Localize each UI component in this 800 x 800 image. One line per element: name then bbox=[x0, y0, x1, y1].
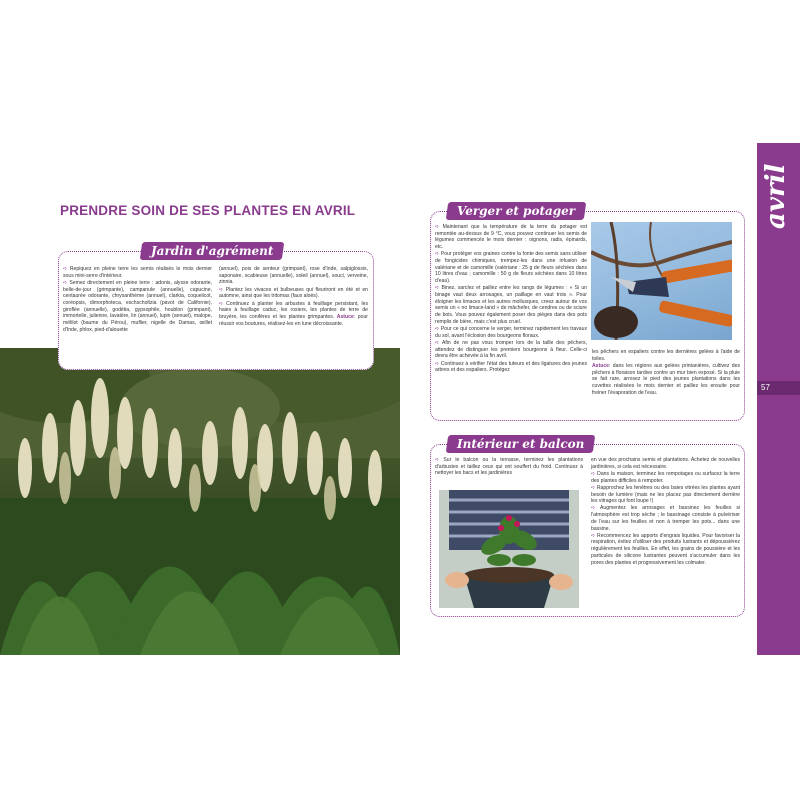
interieur-col-2 bbox=[591, 457, 740, 567]
arrow-icon: ➪ bbox=[435, 326, 440, 333]
interieur-col-1 bbox=[435, 457, 583, 478]
arrow-icon: ➪ bbox=[63, 266, 68, 272]
verger-heading-banner bbox=[446, 202, 587, 220]
left-page bbox=[0, 143, 400, 655]
potted-plant-illustration bbox=[439, 490, 579, 608]
verger-heading: Verger et potager bbox=[457, 204, 576, 218]
arrow-icon: ➪ bbox=[219, 300, 224, 307]
list-item: ➪ Binez, sarclez et paillez entre les rangs de légumes : « Si un binage vaut deux arrosages, un paillage en vaut trois ». Pour éloigner les limaces et les autres mollusques, creez autour de vos semis un « no limace-land » de mâchefer, de cendres ou de sciure de bois. Vous pouvez également poser des pièges dans des pots remplis de bière, mais c'est plus cruel. bbox=[435, 285, 587, 325]
right-page bbox=[400, 143, 800, 655]
book-spread bbox=[0, 143, 800, 655]
interieur-heading: Intérieur et balcon bbox=[457, 437, 585, 451]
jardin-heading: Jardin d'agrément bbox=[151, 244, 274, 258]
list-item: ➪ Continuez à vérifier l'état des tuteurs et des ligatures des jeunes arbres et des espaliers. Protégez bbox=[435, 360, 587, 374]
list-item: ➪ Repiquez en pleine terre les semis réalisés le mois dernier sous mini-serre d'intérieur. bbox=[63, 266, 212, 279]
arrow-icon: ➪ bbox=[435, 339, 440, 346]
jardin-heading-banner bbox=[140, 242, 285, 260]
list-item: ➪ Augmentez les arrosages et bassinez les feuilles si l'atmosphère est trop sèche ; le bassinage consiste à pulvériser de l'eau sur les feuilles et non à tremper les pots... dans une bassine. bbox=[591, 505, 741, 532]
arrow-icon: ➪ bbox=[591, 484, 596, 491]
astuce-label: Astuce bbox=[336, 313, 354, 320]
pampas-grass-illustration bbox=[0, 348, 400, 655]
list-item: ➪ Afin de ne pas vous tromper lors de la taille des pêchers, attendez de distinguer les premiers bourgeons à fleur. Celle-ci devra être achevée à la fin avril. bbox=[435, 339, 588, 360]
page-number: 57 bbox=[757, 381, 800, 395]
list-item: ➪ Sur le balcon ou la terrasse, terminez les plantations d'arbustes et taillez ceux qui ont souffert du froid. Continuez à nettoyer les bacs et les jardinières bbox=[435, 457, 583, 477]
month-label: avril bbox=[761, 163, 791, 229]
list-item: les pêchers en espaliers contre les dernières gelées à l'aide de toiles. bbox=[592, 349, 740, 362]
arrow-icon: ➪ bbox=[435, 285, 440, 292]
list-item: ➪ Recommencez les apports d'engrais liquides. Pour favoriser la respiration, évitez d'utiliser des produits lustrants et dépoussiérez régulièrement les feuilles. En effet, les grains de poussière et les particules de silicone lustrantes peuvent s'accumuler dans les pores des plantes et progressivement les colmater. bbox=[591, 532, 740, 566]
potted-plant-photo bbox=[439, 490, 579, 608]
list-item: ➪ Pour ce qui concerne le verger, terminez rapidement les travaux du sol, avant l'éclosion des bourgeons floraux. bbox=[435, 326, 587, 339]
list-item: en vue des prochains semis et plantations. Achetez de nouvelles jardinières, si cela est nécessaire. bbox=[591, 457, 740, 470]
verger-col-1 bbox=[435, 224, 587, 374]
arrow-icon: ➪ bbox=[435, 360, 440, 367]
arrow-icon: ➪ bbox=[63, 279, 68, 286]
list-item: ➪ Pour protéger vos graines contre la fonte des semis sans utiliser de fongicides chimiques, trempez-les dans une infusion de valériane et de camomille (valériane : 25 g de fleurs séchées dans 10 litres d'eau ; camomille : 50 g de fleurs séchées dans 10 litres d'eau). bbox=[435, 251, 587, 285]
arrow-icon: ➪ bbox=[591, 470, 596, 477]
list-item: ➪ Continuez à planter les arbustes à feuillage persistant, les haies à feuillage caduc, les rosiers, les plantes de terre de bruyère, les conifères et les plantes grimpantes. Astuce: pour réussir vos boutures, réalisez-les en lune décroissante. bbox=[219, 300, 368, 327]
page-title: PRENDRE SOIN DE SES PLANTES EN AVRIL bbox=[60, 203, 356, 218]
month-side-tab bbox=[757, 143, 800, 655]
list-item: (annuel), pois de senteur (grimpant), rose d'Inde, salpiglossis, saponaire, scabieuse (annuelle), soleil (annuel), souci, verveine, zinnia. bbox=[219, 266, 368, 286]
astuce-label: Astuce bbox=[592, 362, 609, 369]
pampas-grass-photo bbox=[0, 348, 400, 655]
arrow-icon: ➪ bbox=[591, 532, 596, 539]
list-item: ➪ Dans la maison, terminez les rempotages ou surfacez la terre des plantes difficiles à rempoter. bbox=[591, 470, 740, 484]
arrow-icon: ➪ bbox=[591, 505, 596, 512]
list-item: ➪ Rapprochez les fenêtres ou des baies vitrées les plantes ayant besoin de lumière (mais ne les placez pas directement derrière les vitrages qui font loupe !) bbox=[591, 484, 740, 505]
arrow-icon: ➪ bbox=[435, 251, 440, 258]
arrow-icon: ➪ bbox=[435, 224, 440, 230]
pruning-shears-photo bbox=[591, 222, 732, 340]
pruning-shears-illustration bbox=[591, 222, 732, 340]
interieur-heading-banner bbox=[446, 435, 596, 453]
list-item: ➪ Semez directement en pleine terre : adonis, alysse odorante, belle-de-jour (grimpante), campanule (annuelle), capucine, centaurée odorante, chrysanthème (annuel), clarkia, coquelicot, coréopsis, dimorphoteca, eschscholtzia (pavot de Californie), giroflée (annuelle), godétia, gypsophile, houblon (grimpant), immortelle, julienne, lavatère, lin (annuel), lupin (annuel), malope, mélilot (baume du Pérou), muflier, nigelle de Damas, œillet d'Inde, phlox, pied-d'alouette bbox=[63, 279, 213, 333]
arrow-icon: ➪ bbox=[435, 457, 440, 463]
arrow-icon: ➪ bbox=[219, 286, 224, 293]
list-item: Astuce: dans les régions aux gelées printanières, cultivez des pêchers à floraison tardive contre un mur bien exposé. Si la pluie se fait rare, arrosez le pied des jeunes plantations dans les cuvettes réalisées le mois dernier et paillez les ensuite pour freiner l'évaporation de l'eau. bbox=[592, 362, 740, 396]
verger-col-2 bbox=[592, 349, 740, 397]
list-item: ➪ Maintenant que la température de la terre du potager est remontée au-dessus de 9 °C, vous pouvez continuer les semis de légumes commencés le mois dernier : oignons, radis, épinards, etc. bbox=[435, 224, 587, 251]
jardin-col-2 bbox=[219, 266, 368, 328]
jardin-box bbox=[58, 244, 374, 370]
jardin-col-1 bbox=[63, 266, 212, 334]
list-item: ➪ Plantez les vivaces et bulbeuses qui fleuriront en été et en automne, ainsi que les tritomas (faux aloès). bbox=[219, 286, 368, 300]
